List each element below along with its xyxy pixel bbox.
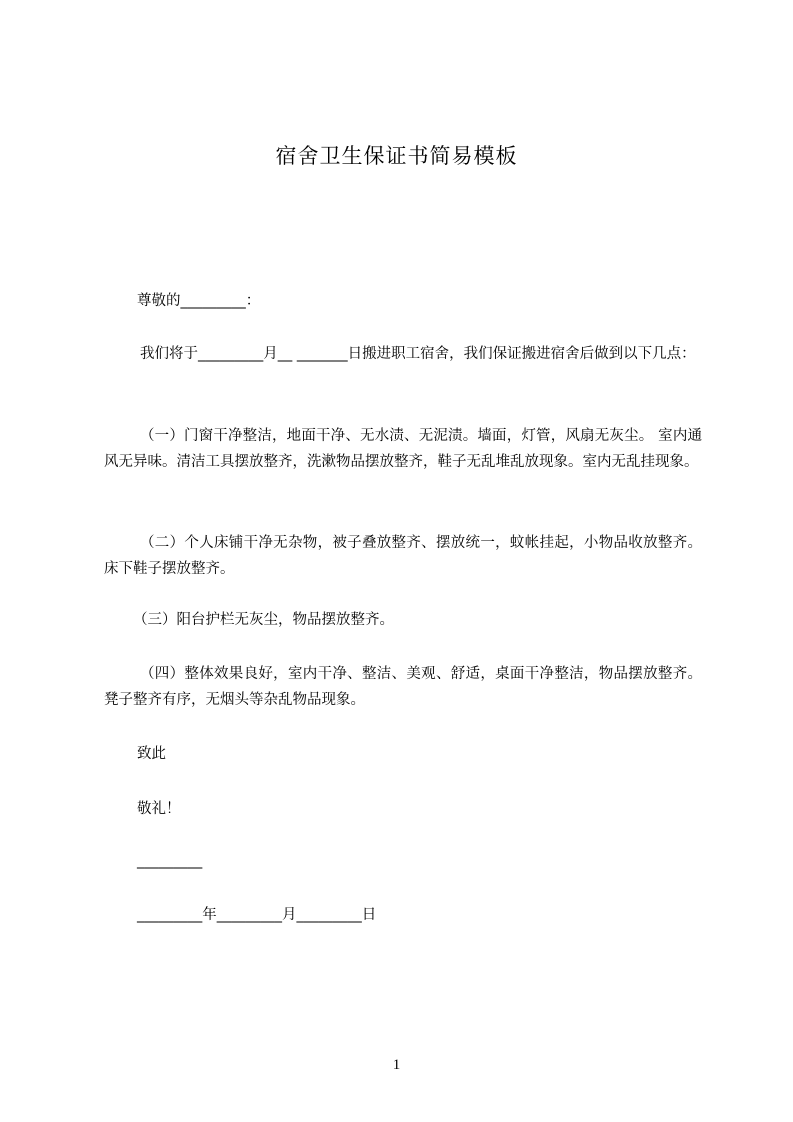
item-paragraph-3: （三）阳台护栏无灰尘，物品摆放整齐。 (133, 612, 394, 628)
signature-line: _________ (137, 853, 203, 869)
document-title: 宿舍卫生保证书简易模板 (275, 144, 518, 168)
page-number: 1 (392, 1057, 401, 1073)
item-paragraph-2: （二）个人床铺干净无杂物，被子叠放整齐、摆放统一，蚊帐挂起，小物品收放整齐。床下鞋子摆放整齐。 (104, 535, 702, 577)
item-paragraph-4: （四）整体效果良好，室内干净、整洁、美观、舒适，桌面干净整洁，物品摆放整齐。凳子整齐有序，无烟头等杂乱物品现象。 (104, 666, 702, 708)
item-paragraph-1: （一）门窗干净整洁，地面干净、无水渍、无泥渍。墙面，灯管，风扇无灰尘。 室内通风无异味。清洁工具摆放整齐，洗漱物品摆放整齐，鞋子无乱堆乱放现象。室内无乱挂现象。 (104, 428, 702, 470)
intro-paragraph: 我们将于_________月__ _______日搬进职工宿舍，我们保证搬进宿舍后做到以下几点： (140, 346, 696, 362)
salutation: 尊敬的_________： (137, 293, 261, 309)
closing-line-1: 致此 (137, 746, 166, 762)
closing-line-2: 敬礼！ (137, 801, 181, 817)
date-line: _________年_________月_________日 (137, 907, 377, 923)
